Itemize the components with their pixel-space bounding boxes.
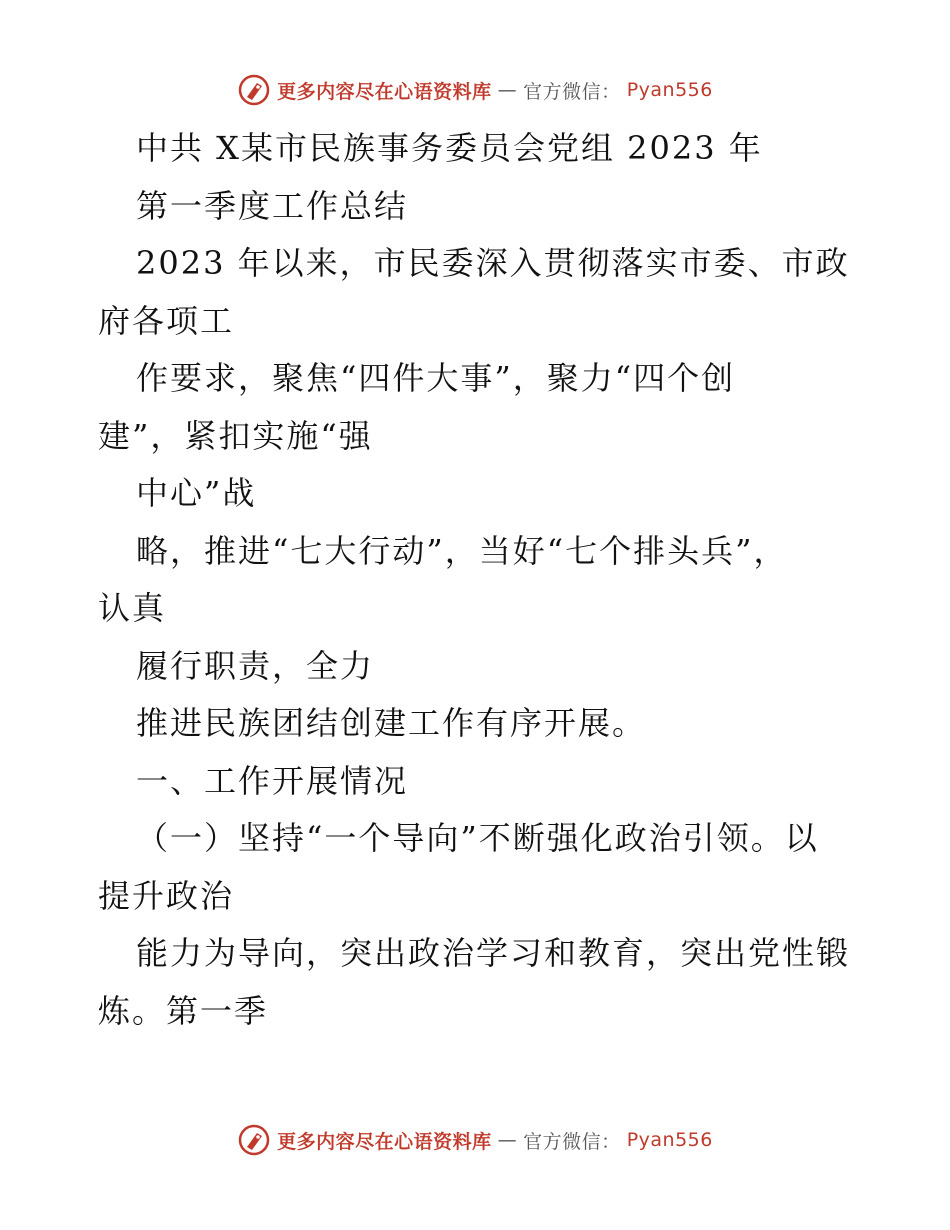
document-line: 一、工作开展情况 xyxy=(136,761,409,800)
document-line: 认真 xyxy=(98,589,167,627)
banner-content xyxy=(237,1123,713,1157)
document-line: 略，推进“七大行动”，当好“七个排头兵”， xyxy=(136,531,788,570)
banner-slogan: 更多内容尽在心语资料库 xyxy=(277,80,492,103)
header-watermark-banner xyxy=(0,70,950,110)
banner-official-label: 官方微信： xyxy=(523,1130,621,1153)
document-line: 履行职责，全力 xyxy=(136,646,375,685)
document-line: 府各项工 xyxy=(98,301,235,340)
banner-dash: — xyxy=(497,79,518,101)
document-line: 能力为导向，突出政治学习和教育，突出党性锻 xyxy=(136,934,851,972)
document-line: 中心”战 xyxy=(136,474,257,512)
banner-official-label: 官方微信： xyxy=(523,80,621,103)
document-line: 第一季度工作总结 xyxy=(136,186,409,225)
document-line: 中共 X某市民族事务委员会党组 2023 年 xyxy=(136,129,763,167)
document-line: 炼。第一季 xyxy=(98,991,269,1030)
banner-content xyxy=(237,73,713,107)
pen-nib-logo-icon xyxy=(237,73,271,107)
banner-wechat-id: Pyan556 xyxy=(626,79,713,101)
document-line: （一）坚持“一个导向”不断强化政治引领。以 xyxy=(136,819,819,857)
banner-slogan: 更多内容尽在心语资料库 xyxy=(277,1130,492,1153)
banner-wechat-id: Pyan556 xyxy=(626,1129,713,1151)
pen-nib-logo-icon xyxy=(237,1123,271,1157)
banner-dash: — xyxy=(497,1129,518,1151)
document-line: 作要求，聚焦“四件大事”，聚力“四个创 xyxy=(136,359,736,397)
document-body xyxy=(98,120,858,1040)
document-line: 推进民族团结创建工作有序开展。 xyxy=(136,704,647,742)
document-line: 2023 年以来，市民委深入贯彻落实市委、市政 xyxy=(136,244,850,282)
footer-watermark-banner xyxy=(0,1120,950,1160)
document-line: 提升政治 xyxy=(98,876,235,915)
document-line: 建”，紧扣实施“强 xyxy=(98,416,373,455)
